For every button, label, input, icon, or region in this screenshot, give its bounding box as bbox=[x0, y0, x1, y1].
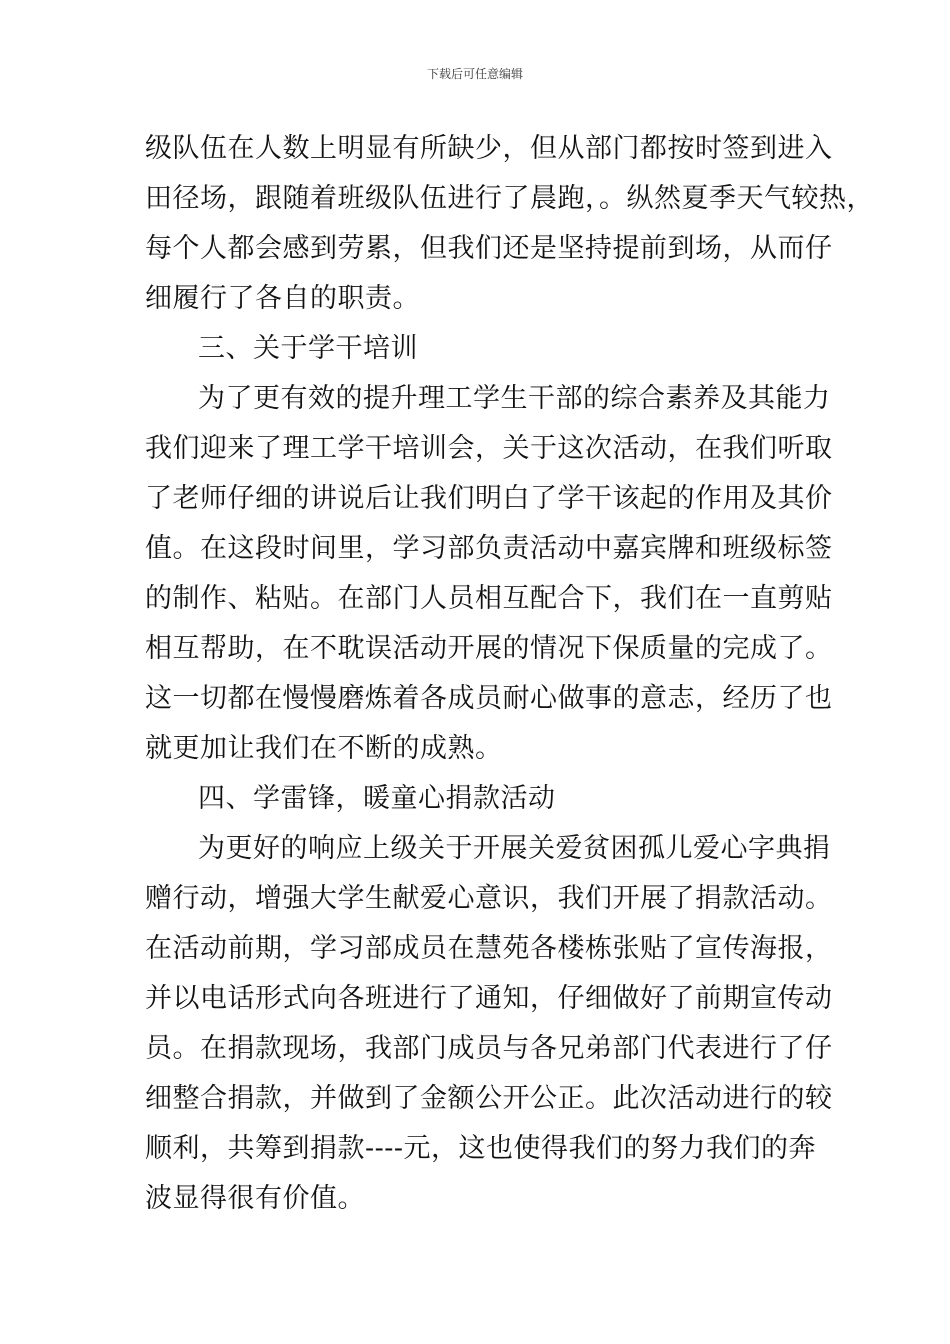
paragraph-start: 为了更有效的提升理工学生干部的综合素养及其能力 bbox=[198, 383, 831, 414]
text-line: 了老师仔细的讲说后让我们明白了学干该起的作用及其价 bbox=[145, 483, 833, 514]
text-line: 就更加让我们在不断的成熟。 bbox=[145, 733, 503, 764]
text-line: 员。在捐款现场，我部门成员与各兄弟部门代表进行了仔 bbox=[145, 1033, 833, 1064]
section-heading: 四、学雷锋，暖童心捐款活动 bbox=[198, 783, 556, 814]
document-body bbox=[145, 124, 874, 1224]
text-line: 细整合捐款，并做到了金额公开公正。此次活动进行的较 bbox=[145, 1083, 833, 1114]
text-line: 赠行动，增强大学生献爱心意识，我们开展了捐款活动。 bbox=[145, 883, 833, 914]
text-line: 顺利，共筹到捐款----元，这也使得我们的努力我们的奔 bbox=[145, 1133, 816, 1164]
text-line: 我们迎来了理工学干培训会，关于这次活动，在我们听取 bbox=[145, 433, 833, 464]
text-line: 波显得很有价值。 bbox=[145, 1183, 365, 1214]
section-heading: 三、关于学干培训 bbox=[198, 333, 418, 364]
text-line: 的制作、粘贴。在部门人员相互配合下，我们在一直剪贴 bbox=[145, 583, 833, 614]
text-line: 相互帮助，在不耽误活动开展的情况下保质量的完成了。 bbox=[145, 633, 833, 664]
text-line: 这一切都在慢慢磨炼着各成员耐心做事的意志，经历了也 bbox=[145, 683, 833, 714]
text-line: 在活动前期，学习部成员在慧苑各楼栋张贴了宣传海报， bbox=[145, 933, 833, 964]
text-line: 值。在这段时间里，学习部负责活动中嘉宾牌和班级标签 bbox=[145, 533, 833, 564]
paragraph-start: 为更好的响应上级关于开展关爱贫困孤儿爱心字典捐 bbox=[198, 833, 831, 864]
text-line: 并以电话形式向各班进行了通知，仔细做好了前期宣传动 bbox=[145, 983, 833, 1014]
text-line: 级队伍在人数上明显有所缺少，但从部门都按时签到进入 bbox=[145, 133, 833, 164]
text-line: 田径场，跟随着班级队伍进行了晨跑，。纵然夏季天气较热， bbox=[145, 183, 874, 214]
text-line: 细履行了各自的职责。 bbox=[145, 283, 420, 314]
page-header: 下载后可任意编辑 bbox=[426, 67, 523, 81]
text-line: 每个人都会感到劳累，但我们还是坚持提前到场，从而仔 bbox=[145, 233, 833, 264]
